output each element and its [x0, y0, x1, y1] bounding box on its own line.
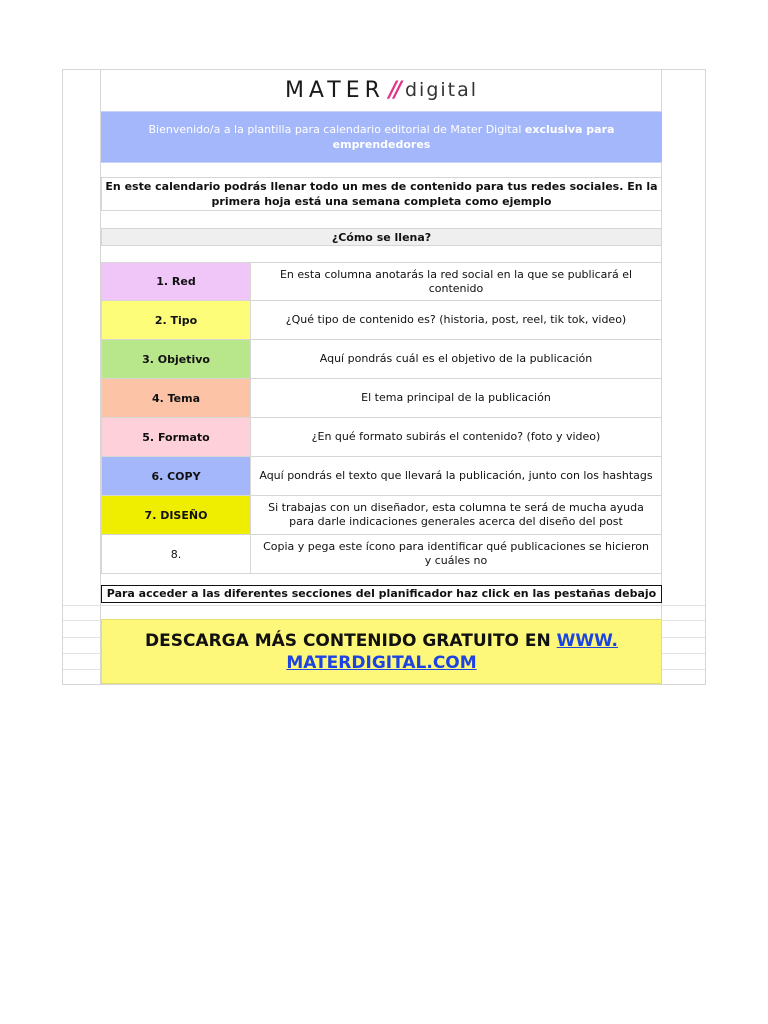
row-label: 8.	[101, 535, 251, 573]
tabs-notice: Para acceder a las diferentes secciones del planificador haz click en las pestañas debajo	[101, 585, 662, 603]
row-description: El tema principal de la publicación	[251, 379, 662, 417]
download-link-part-1[interactable]: WWW.	[556, 630, 618, 651]
row-description: Copia y pega este ícono para identificar qué publicaciones se hicieron y cuáles no	[251, 535, 662, 573]
row-description: Si trabajas con un diseñador, esta columna te será de mucha ayuda para darle indicaciones generales acerca del diseño del post	[251, 496, 662, 534]
row-label: 7. DISEÑO	[101, 496, 251, 534]
row-description: ¿En qué formato subirás el contenido? (foto y video)	[251, 418, 662, 456]
download-link-part-2[interactable]: MATERDIGITAL.COM	[286, 652, 477, 673]
instructions-table	[101, 262, 662, 574]
logo-suffix: digital	[404, 79, 479, 101]
row-description: En esta columna anotarás la red social en la que se publicará el contenido	[251, 263, 662, 300]
table-row	[101, 340, 662, 379]
download-line-2	[286, 652, 476, 674]
download-banner	[101, 619, 662, 684]
row-label: 3. Objetivo	[101, 340, 251, 378]
row-description: ¿Qué tipo de contenido es? (historia, post, reel, tik tok, video)	[251, 301, 662, 339]
table-row	[101, 535, 662, 574]
welcome-text-wrap	[101, 122, 662, 152]
download-line-1	[145, 630, 618, 652]
row-label: 5. Formato	[101, 418, 251, 456]
row-label: 2. Tipo	[101, 301, 251, 339]
row-label: 1. Red	[101, 263, 251, 300]
row-description: Aquí pondrás cuál es el objetivo de la publicación	[251, 340, 662, 378]
intro-text: En este calendario podrás llenar todo un mes de contenido para tus redes sociales. En la primera hoja está una semana completa como ejemplo	[101, 177, 662, 211]
welcome-text: Bienvenido/a a la plantilla para calendario editorial de Mater Digital	[148, 123, 525, 136]
welcome-bold: exclusiva para emprendedores	[332, 123, 615, 151]
table-row	[101, 418, 662, 457]
table-row	[101, 496, 662, 535]
logo-brand: MATER	[284, 77, 385, 103]
table-row	[101, 457, 662, 496]
logo-slash-mark: //	[388, 77, 399, 103]
logo	[101, 69, 662, 111]
row-label: 4. Tema	[101, 379, 251, 417]
left-margin-column	[63, 70, 101, 684]
table-row	[101, 379, 662, 418]
row-label: 6. COPY	[101, 457, 251, 495]
download-text: DESCARGA MÁS CONTENIDO GRATUITO EN	[144, 630, 557, 651]
right-margin-column	[661, 70, 705, 684]
welcome-banner	[101, 111, 662, 163]
howto-heading: ¿Cómo se llena?	[101, 228, 662, 246]
table-row	[101, 262, 662, 301]
row-description: Aquí pondrás el texto que llevará la publicación, junto con los hashtags	[251, 457, 662, 495]
table-row	[101, 301, 662, 340]
grid-line	[63, 605, 705, 606]
